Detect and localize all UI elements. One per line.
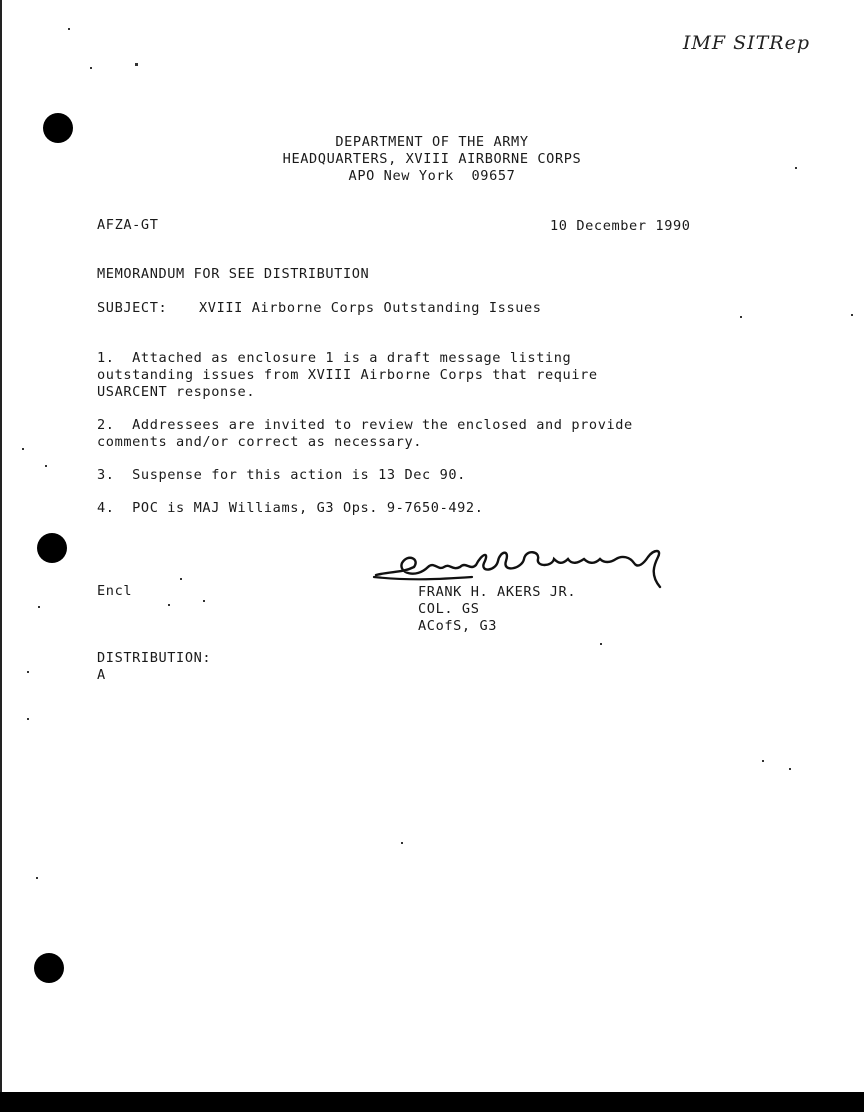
memo-date: 10 December 1990 bbox=[550, 218, 691, 234]
letterhead-address: APO New York 09657 bbox=[348, 168, 516, 184]
scan-speck bbox=[90, 67, 92, 69]
distribution-value: A bbox=[97, 667, 106, 683]
scan-speck bbox=[27, 671, 29, 673]
subject-label: SUBJECT: bbox=[97, 300, 168, 316]
paragraph-1-line-3: USARCENT response. bbox=[97, 384, 256, 400]
scan-speck bbox=[762, 760, 764, 762]
signer-rank: COL. GS bbox=[418, 601, 480, 617]
scan-speck bbox=[22, 448, 24, 450]
scan-speck bbox=[789, 768, 791, 770]
scan-speck bbox=[27, 718, 29, 720]
paragraph-4: 4. POC is MAJ Williams, G3 Ops. 9-7650-492. bbox=[97, 500, 484, 516]
memorandum-for: MEMORANDUM FOR SEE DISTRIBUTION bbox=[97, 266, 370, 282]
punch-hole-middle bbox=[37, 533, 67, 563]
enclosure-label: Encl bbox=[97, 583, 133, 599]
scan-speck bbox=[68, 28, 70, 30]
paragraph-1-line-1: 1. Attached as enclosure 1 is a draft message listing bbox=[97, 350, 572, 366]
letterhead-department: DEPARTMENT OF THE ARMY bbox=[335, 134, 529, 150]
paragraph-2-line-2: comments and/or correct as necessary. bbox=[97, 434, 423, 450]
scan-speck bbox=[135, 63, 138, 66]
scan-speck bbox=[740, 316, 742, 318]
signer-name: FRANK H. AKERS JR. bbox=[418, 584, 577, 600]
handwritten-annotation: IMF SITRep bbox=[682, 32, 810, 54]
scan-speck bbox=[38, 606, 40, 608]
scan-bottom-border bbox=[0, 1092, 864, 1112]
letterhead-headquarters: HEADQUARTERS, XVIII AIRBORNE CORPS bbox=[282, 151, 582, 167]
scan-speck bbox=[600, 643, 602, 645]
scan-speck bbox=[180, 578, 182, 580]
scan-speck bbox=[168, 604, 170, 606]
scan-speck bbox=[45, 465, 47, 467]
paragraph-1-line-2: outstanding issues from XVIII Airborne Corps that require bbox=[97, 367, 598, 383]
scan-speck bbox=[851, 314, 853, 316]
scan-speck bbox=[203, 600, 205, 602]
paragraph-3: 3. Suspense for this action is 13 Dec 90. bbox=[97, 467, 466, 483]
distribution-label: DISTRIBUTION: bbox=[97, 650, 212, 666]
scan-speck bbox=[36, 877, 38, 879]
signer-title: ACofS, G3 bbox=[418, 618, 498, 634]
subject-text: XVIII Airborne Corps Outstanding Issues bbox=[199, 300, 542, 316]
scan-speck bbox=[401, 842, 403, 844]
office-symbol: AFZA-GT bbox=[97, 217, 159, 233]
paragraph-2-line-1: 2. Addressees are invited to review the enclosed and provide bbox=[97, 417, 633, 433]
punch-hole-bottom bbox=[34, 953, 64, 983]
